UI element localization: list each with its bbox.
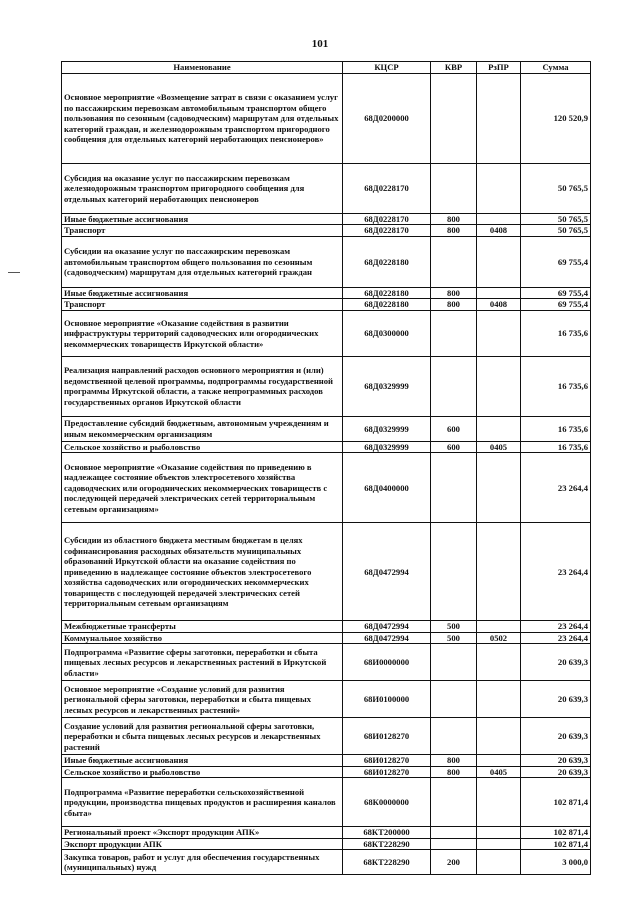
row-rzpr	[477, 850, 521, 875]
table-row	[62, 827, 591, 838]
row-sum: 102 871,4	[521, 827, 591, 838]
row-kcsr: 68Д0329999	[343, 416, 431, 441]
row-sum: 102 871,4	[521, 838, 591, 849]
row-kvr	[431, 681, 477, 718]
row-rzpr	[477, 778, 521, 827]
row-rzpr	[477, 164, 521, 214]
table-row	[62, 236, 591, 287]
table-row	[62, 778, 591, 827]
table-row	[62, 621, 591, 632]
row-rzpr	[477, 755, 521, 766]
row-kcsr: 68Д0472994	[343, 523, 431, 621]
row-kvr: 500	[431, 621, 477, 632]
row-sum: 20 639,3	[521, 681, 591, 718]
row-kcsr: 68Д0472994	[343, 632, 431, 643]
row-name: Субсидии на оказание услуг по пассажирским перевозкам автомобильным транспортом общего пользования по сезонным (садоводческим) маршрутам для отдельных категорий граждан	[62, 236, 343, 287]
row-sum: 69 755,4	[521, 299, 591, 310]
row-name: Предоставление субсидий бюджетным, автономным учреждениям и иным некоммерческим организациям	[62, 416, 343, 441]
row-kvr: 800	[431, 287, 477, 298]
row-kvr: 800	[431, 225, 477, 236]
row-kvr: 600	[431, 441, 477, 452]
row-kvr: 800	[431, 755, 477, 766]
row-kcsr: 68Д0329999	[343, 441, 431, 452]
table-row	[62, 356, 591, 416]
row-rzpr	[477, 214, 521, 225]
row-kcsr: 68И0128270	[343, 718, 431, 755]
row-kcsr: 68КТ228290	[343, 850, 431, 875]
row-rzpr	[477, 74, 521, 164]
row-name: Закупка товаров, работ и услуг для обеспечения государственных (муниципальных) нужд	[62, 850, 343, 875]
row-rzpr: 0405	[477, 441, 521, 452]
row-kvr	[431, 838, 477, 849]
row-kvr: 800	[431, 214, 477, 225]
row-kcsr: 68Д0300000	[343, 310, 431, 356]
row-kvr	[431, 164, 477, 214]
row-kcsr: 68И0100000	[343, 681, 431, 718]
row-name: Создание условий для развития региональной сферы заготовки, переработки и сбыта пищевых лесных ресурсов и лекарственных растений	[62, 718, 343, 755]
row-kvr: 600	[431, 416, 477, 441]
header-kvr: КВР	[431, 62, 477, 74]
row-sum: 20 639,3	[521, 718, 591, 755]
table-row	[62, 287, 591, 298]
table-row	[62, 441, 591, 452]
table-row	[62, 453, 591, 523]
row-rzpr	[477, 718, 521, 755]
row-sum: 16 735,6	[521, 416, 591, 441]
header-rzpr: РзПР	[477, 62, 521, 74]
table-row	[62, 299, 591, 310]
row-kcsr: 68Д0472994	[343, 621, 431, 632]
row-name: Основное мероприятие «Оказание содействия в развитии инфраструктуры территорий садоводческих или огороднических некоммерческих товариществ Иркутской области»	[62, 310, 343, 356]
row-kvr	[431, 827, 477, 838]
row-sum: 23 264,4	[521, 632, 591, 643]
row-kcsr: 68Д0228170	[343, 164, 431, 214]
row-kcsr: 68И0000000	[343, 644, 431, 681]
row-kcsr: 68Д0200000	[343, 74, 431, 164]
row-rzpr: 0502	[477, 632, 521, 643]
row-kcsr: 68Д0228180	[343, 236, 431, 287]
row-kcsr: 68И0128270	[343, 755, 431, 766]
table-row	[62, 838, 591, 849]
table-row	[62, 766, 591, 777]
row-rzpr	[477, 453, 521, 523]
row-name: Основное мероприятие «Создание условий для развития региональной сферы заготовки, переработки и сбыта пищевых лесных ресурсов и лекарственных растений»	[62, 681, 343, 718]
row-name: Субсидии из областного бюджета местным бюджетам в целях софинансирования расходных обязательств муниципальных образований Иркутской области на оказание содействия по приведению в надлежащее состояние объектов электросетевого хозяйства садоводческих или огороднических некоммерческих товариществ с последующей передачей электрических сетей территориальным сетевым организациям	[62, 523, 343, 621]
row-name: Региональный проект «Экспорт продукции АПК»	[62, 827, 343, 838]
row-kvr: 800	[431, 766, 477, 777]
row-name: Сельское хозяйство и рыболовство	[62, 441, 343, 452]
page-number: 101	[311, 38, 329, 50]
row-rzpr	[477, 416, 521, 441]
row-name: Иные бюджетные ассигнования	[62, 287, 343, 298]
row-rzpr	[477, 310, 521, 356]
row-kvr: 200	[431, 850, 477, 875]
row-kvr: 800	[431, 299, 477, 310]
row-name: Транспорт	[62, 225, 343, 236]
table-row	[62, 718, 591, 755]
row-kvr	[431, 74, 477, 164]
row-kvr	[431, 644, 477, 681]
table-row	[62, 164, 591, 214]
table-row	[62, 74, 591, 164]
row-kcsr: 68Д0228170	[343, 225, 431, 236]
row-rzpr	[477, 838, 521, 849]
row-rzpr	[477, 523, 521, 621]
row-name: Транспорт	[62, 299, 343, 310]
row-kcsr: 68Д0228170	[343, 214, 431, 225]
row-rzpr	[477, 236, 521, 287]
row-sum: 20 639,3	[521, 766, 591, 777]
row-kvr: 500	[431, 632, 477, 643]
row-kvr	[431, 356, 477, 416]
row-name: Реализация направлений расходов основного мероприятия и (или) ведомственной целевой программы, подпрограммы государственной программы Иркутской области, а также непрограммных расходов государственных органов Иркутской области	[62, 356, 343, 416]
header-name: Наименование	[62, 62, 343, 74]
row-sum: 50 765,5	[521, 214, 591, 225]
row-sum: 16 735,6	[521, 310, 591, 356]
table-row	[62, 755, 591, 766]
row-rzpr	[477, 644, 521, 681]
row-rzpr: 0405	[477, 766, 521, 777]
row-kvr	[431, 453, 477, 523]
row-sum: 69 755,4	[521, 287, 591, 298]
margin-mark	[8, 272, 20, 273]
row-sum: 23 264,4	[521, 453, 591, 523]
row-kvr	[431, 523, 477, 621]
row-sum: 69 755,4	[521, 236, 591, 287]
table-row	[62, 850, 591, 875]
header-row	[62, 62, 591, 74]
row-name: Подпрограмма «Развитие переработки сельскохозяйственной продукции, производства пищевых продуктов и расширения каналов сбыта»	[62, 778, 343, 827]
table-row	[62, 644, 591, 681]
row-sum: 3 000,0	[521, 850, 591, 875]
row-sum: 102 871,4	[521, 778, 591, 827]
row-rzpr: 0408	[477, 225, 521, 236]
row-kcsr: 68КТ200000	[343, 827, 431, 838]
row-sum: 16 735,6	[521, 356, 591, 416]
header-kcsr: КЦСР	[343, 62, 431, 74]
row-kvr	[431, 310, 477, 356]
row-kcsr: 68КТ228290	[343, 838, 431, 849]
row-rzpr	[477, 827, 521, 838]
row-name: Межбюджетные трансферты	[62, 621, 343, 632]
row-kvr	[431, 236, 477, 287]
table-row	[62, 523, 591, 621]
row-sum: 50 765,5	[521, 225, 591, 236]
row-name: Подпрограмма «Развитие сферы заготовки, переработки и сбыта пищевых лесных ресурсов и лекарственных растений в Иркутской области»	[62, 644, 343, 681]
row-rzpr	[477, 287, 521, 298]
table-row	[62, 416, 591, 441]
row-kcsr: 68И0128270	[343, 766, 431, 777]
row-sum: 23 264,4	[521, 621, 591, 632]
row-rzpr: 0408	[477, 299, 521, 310]
row-kcsr: 68Д0228180	[343, 299, 431, 310]
row-name: Основное мероприятие «Возмещение затрат в связи с оказанием услуг по пассажирским перевозкам автомобильным транспортом общего пользования по сезонным (садоводческим) маршрутам для отдельных категорий граждан, и железнодорожным транспортом пригородного сообщения для отдельных категорий неработающих пенсионеров»	[62, 74, 343, 164]
row-name: Сельское хозяйство и рыболовство	[62, 766, 343, 777]
table-row	[62, 310, 591, 356]
row-kcsr: 68Д0329999	[343, 356, 431, 416]
row-rzpr	[477, 681, 521, 718]
row-sum: 16 735,6	[521, 441, 591, 452]
row-sum: 20 639,3	[521, 755, 591, 766]
table-row	[62, 681, 591, 718]
row-name: Экспорт продукции АПК	[62, 838, 343, 849]
row-rzpr	[477, 621, 521, 632]
row-kcsr: 68Д0228180	[343, 287, 431, 298]
row-kcsr: 68К0000000	[343, 778, 431, 827]
row-name: Иные бюджетные ассигнования	[62, 214, 343, 225]
table-row	[62, 632, 591, 643]
row-sum: 20 639,3	[521, 644, 591, 681]
row-kcsr: 68Д0400000	[343, 453, 431, 523]
row-name: Иные бюджетные ассигнования	[62, 755, 343, 766]
row-name: Субсидия на оказание услуг по пассажирским перевозкам железнодорожным транспортом пригородного сообщения для отдельных категорий неработающих пенсионеров	[62, 164, 343, 214]
table-row	[62, 214, 591, 225]
row-sum: 23 264,4	[521, 523, 591, 621]
row-kvr	[431, 778, 477, 827]
table-row	[62, 225, 591, 236]
row-name: Основное мероприятие «Оказание содействия по приведению в надлежащее состояние объектов электросетевого хозяйства садоводческих или огороднических некоммерческих товариществ с последующей передачей электрических сетей территориальным сетевым организациям»	[62, 453, 343, 523]
row-kvr	[431, 718, 477, 755]
header-sum: Сумма	[521, 62, 591, 74]
row-rzpr	[477, 356, 521, 416]
row-sum: 120 520,9	[521, 74, 591, 164]
row-name: Коммунальное хозяйство	[62, 632, 343, 643]
row-sum: 50 765,5	[521, 164, 591, 214]
budget-table	[61, 61, 591, 875]
